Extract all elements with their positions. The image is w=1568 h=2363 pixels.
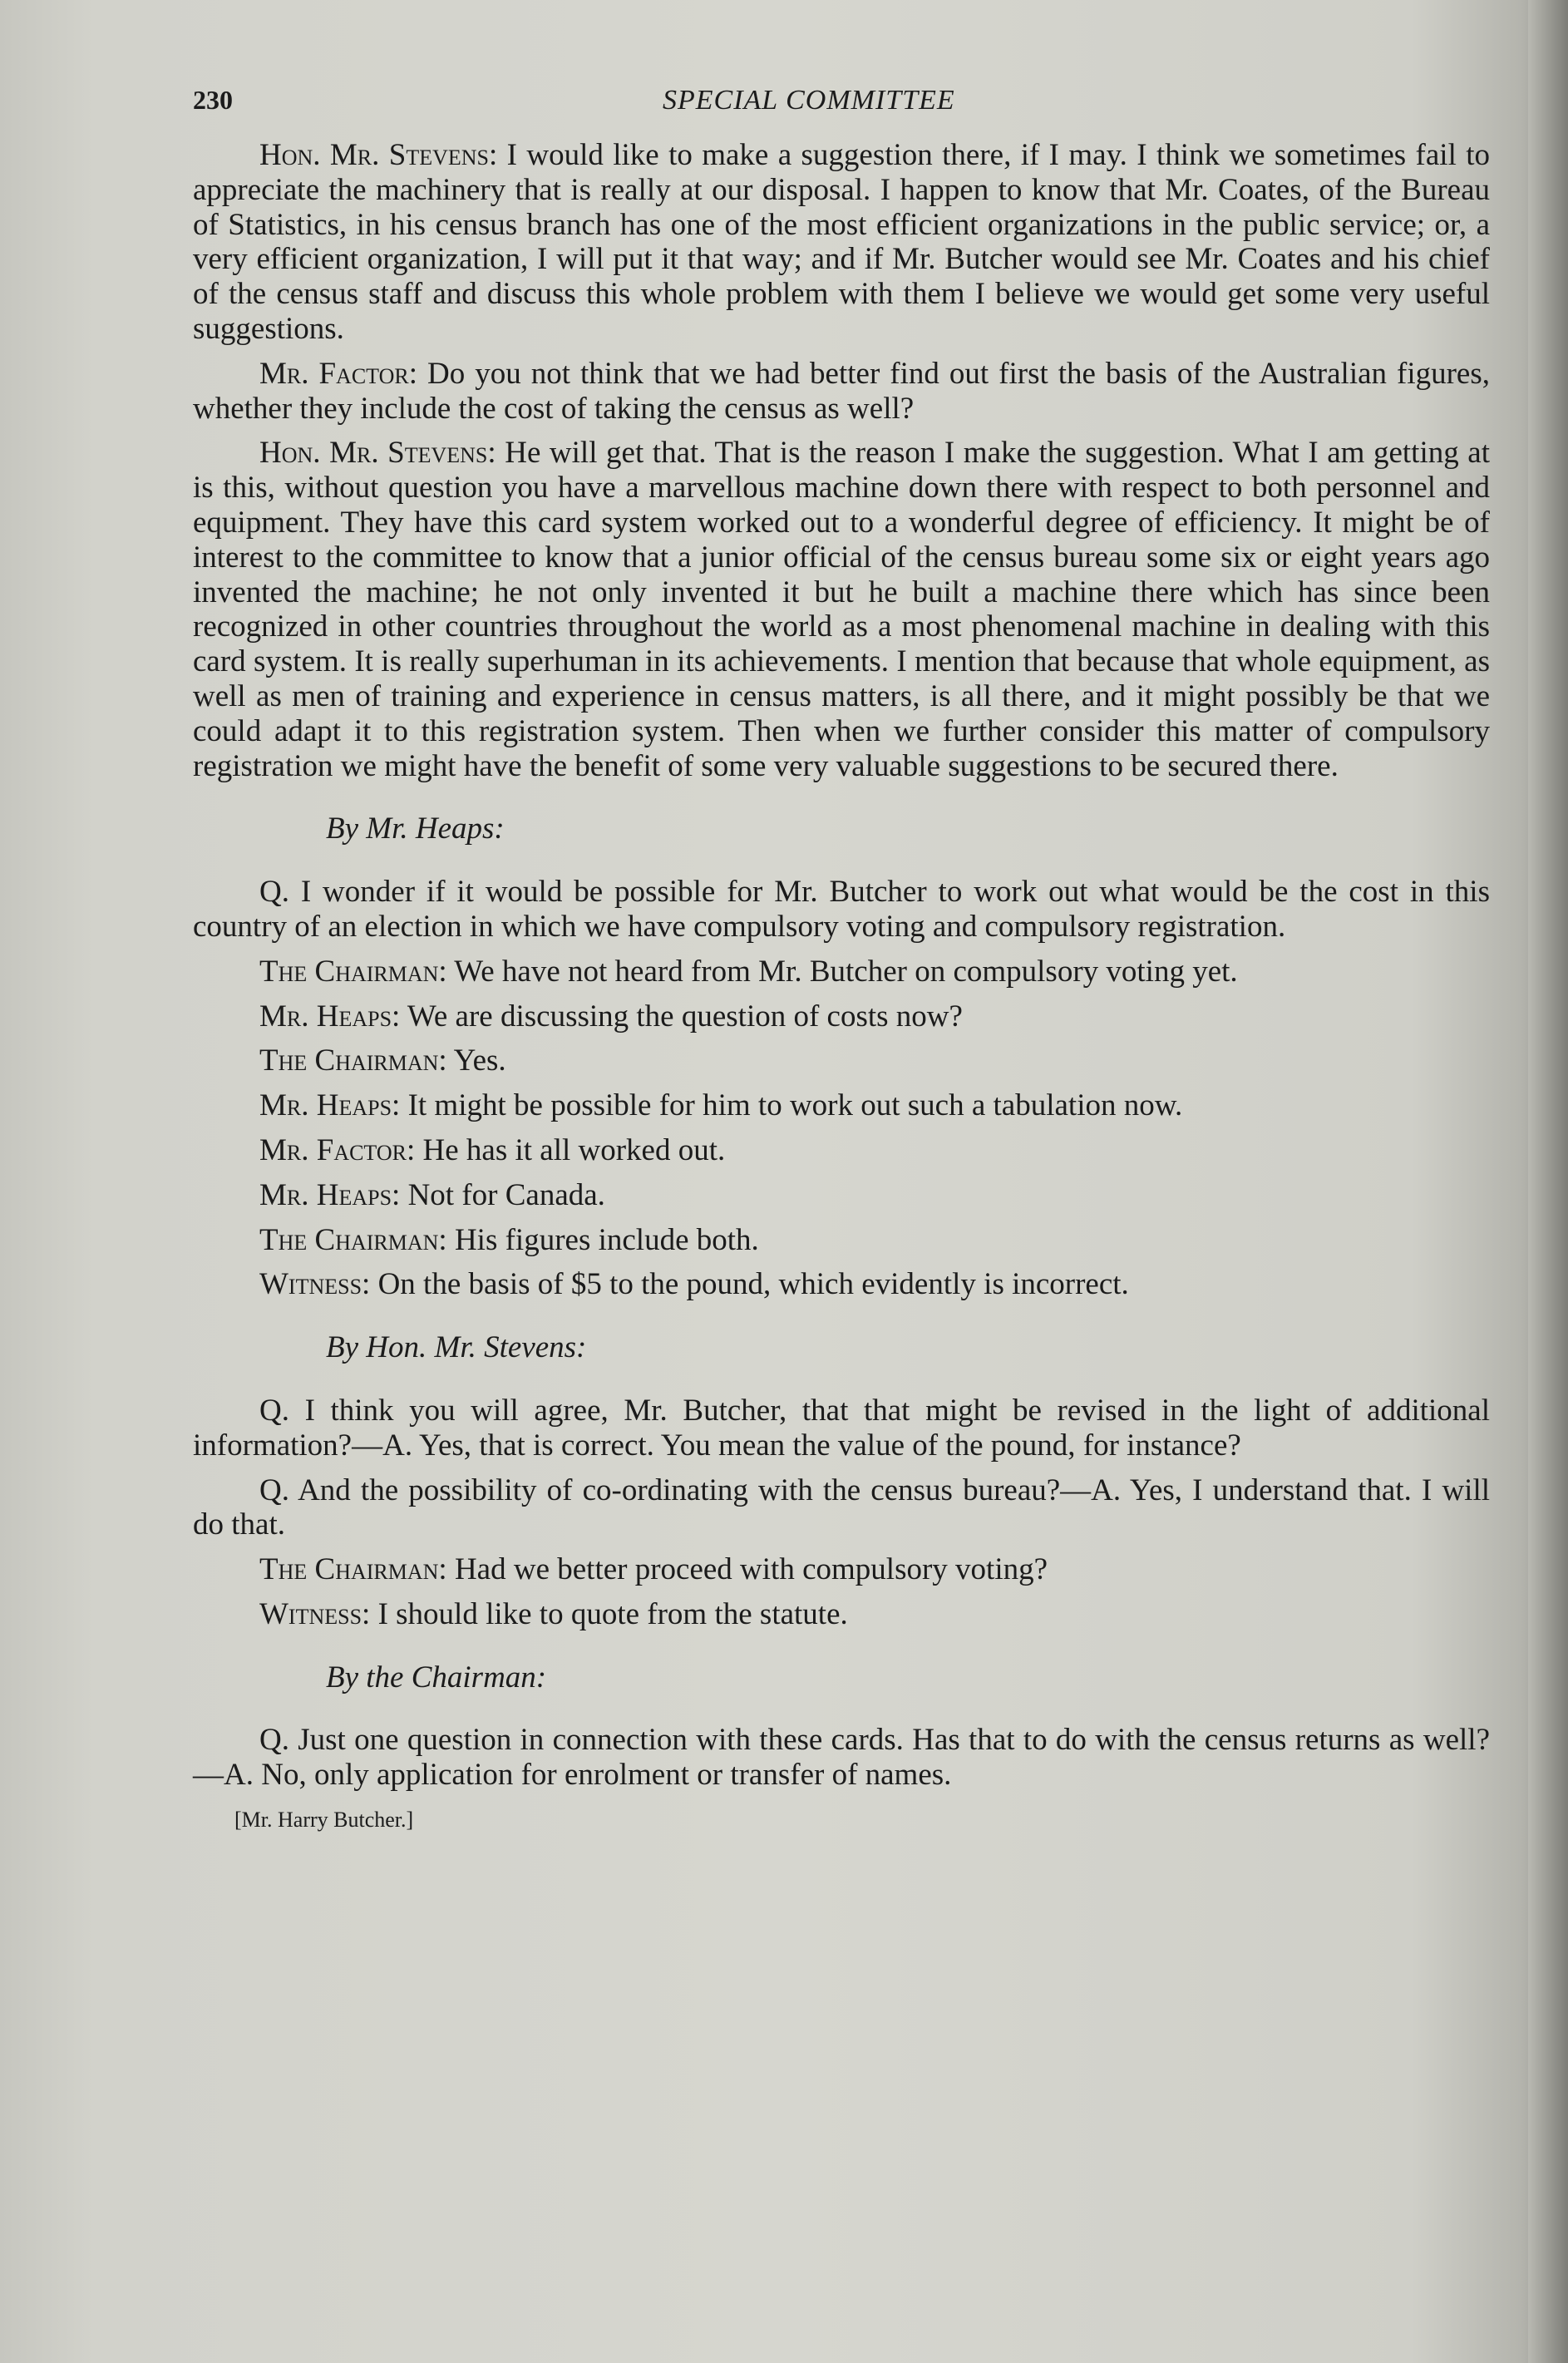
paragraph-text: Yes.: [453, 1043, 506, 1078]
speaker-name: Witness:: [259, 1596, 371, 1631]
paragraph-text: It might be possible for him to work out such a tabulation now.: [407, 1088, 1183, 1123]
paragraph: [193, 357, 1490, 427]
paragraph-text: He has it all worked out.: [422, 1132, 726, 1167]
paragraph: [193, 955, 1490, 989]
paragraph: [193, 1267, 1490, 1302]
paragraph: [193, 1178, 1490, 1213]
speaker-name: Hon. Mr. Stevens:: [259, 138, 498, 172]
paragraph-text: On the basis of $5 to the pound, which evidently is incorrect.: [377, 1267, 1129, 1302]
page-number: 230: [193, 85, 233, 115]
document-page: [193, 83, 1490, 1838]
paragraph-text: We are discussing the question of costs now?: [407, 999, 963, 1034]
paragraph: [193, 1552, 1490, 1587]
speaker-name: Mr. Factor:: [259, 356, 417, 391]
footer-signature: [Mr. Harry Butcher.]: [234, 1808, 414, 1833]
paragraph-text: Not for Canada.: [407, 1177, 605, 1212]
examiner-byline: By the Chairman:: [326, 1660, 547, 1695]
paragraph-text: Q. I think you will agree, Mr. Butcher, that that might be revised in the light of additional information?—A. Yes, that is correct. You mean the value of the pound, for instance?: [193, 1393, 1490, 1463]
paragraph-text: Had we better proceed with compulsory voting?: [454, 1552, 1048, 1587]
paragraph: [193, 875, 1490, 945]
paragraph: [193, 1394, 1490, 1463]
page-edge-shadow: [1528, 0, 1568, 2363]
paragraph: [193, 1223, 1490, 1258]
paragraph-text: Q. I wonder if it would be possible for Mr. Butcher to work out what would be the cost in this country of an election in which we have compulsory voting and compulsory registration.: [193, 875, 1490, 944]
paragraph: [193, 1043, 1490, 1078]
speaker-name: Hon. Mr. Stevens:: [259, 436, 496, 471]
speaker-name: The Chairman:: [259, 1043, 447, 1078]
paragraph: [193, 436, 1490, 783]
speaker-name: The Chairman:: [259, 954, 447, 989]
paragraph-text: He will get that. That is the reason I make the suggestion. What I am getting at is this, without question you have a marvellous machine down there with respect to both personnel and equipment. They have this card system worked out to a wonderful degree of efficiency. It might be of interest to the committee to know that a junior official of the census bureau some six or eight years ago invented the machine; he not only invented it but he built a machine there which has since been recognized in other countries throughout the world as a most phenomenal machine in dealing with this card system. It is really superhuman in its achievements. I mention that because that whole equipment, as well as men of training and experience in census matters, is all there, and it might possibly be that we could adapt it to this registration system. Then when we further consider this matter of compulsory registration we might have the benefit of some very valuable suggestions to be secured there.: [193, 436, 1491, 783]
paragraph-text: We have not heard from Mr. Butcher on compulsory voting yet.: [454, 954, 1238, 989]
paragraph-text: Q. And the possibility of co-ordinating with the census bureau?—A. Yes, I understand that. I will do that.: [193, 1473, 1490, 1542]
paragraph-text: Do you not think that we had better find out first the basis of the Australian figures, whether they include the cost of taking the census as well?: [193, 356, 1491, 426]
running-head: SPECIAL COMMITTEE: [663, 85, 955, 116]
speaker-name: Mr. Factor:: [259, 1132, 416, 1167]
speaker-name: Mr. Heaps:: [259, 1177, 401, 1212]
paragraph: [193, 1473, 1490, 1543]
speaker-name: The Chairman:: [259, 1222, 447, 1257]
paragraph-text: I should like to quote from the statute.: [377, 1596, 848, 1631]
paragraph: [193, 999, 1490, 1034]
page-header: [193, 83, 1490, 138]
speaker-name: Mr. Heaps:: [259, 999, 401, 1034]
speaker-name: Mr. Heaps:: [259, 1088, 401, 1123]
paragraph: [193, 1597, 1490, 1632]
paragraph: [193, 1088, 1490, 1123]
paragraph: [193, 1723, 1490, 1793]
paragraph-text: His figures include both.: [454, 1222, 759, 1257]
examiner-byline: By Hon. Mr. Stevens:: [326, 1330, 587, 1365]
examiner-byline: By Mr. Heaps:: [326, 812, 505, 846]
speaker-name: Witness:: [259, 1267, 371, 1302]
paragraph-text: Q. Just one question in connection with these cards. Has that to do with the census returns as well?—A. No, only application for enrolment or transfer of names.: [193, 1723, 1490, 1793]
paragraph: [193, 138, 1490, 347]
paragraph: [193, 1133, 1490, 1168]
paragraph-text: I would like to make a suggestion there, if I may. I think we sometimes fail to appreciate the machinery that is really at our disposal. I happen to know that Mr. Coates, of the Bureau of Statistics, in his census branch has one of the most efficient organizations in the public service; or, a very efficient organization, I will put it that way; and if Mr. Butcher would see Mr. Coates and his chief of the census staff and discuss this whole problem with them I believe we would get some very useful suggestions.: [193, 138, 1491, 346]
speaker-name: The Chairman:: [259, 1552, 447, 1587]
